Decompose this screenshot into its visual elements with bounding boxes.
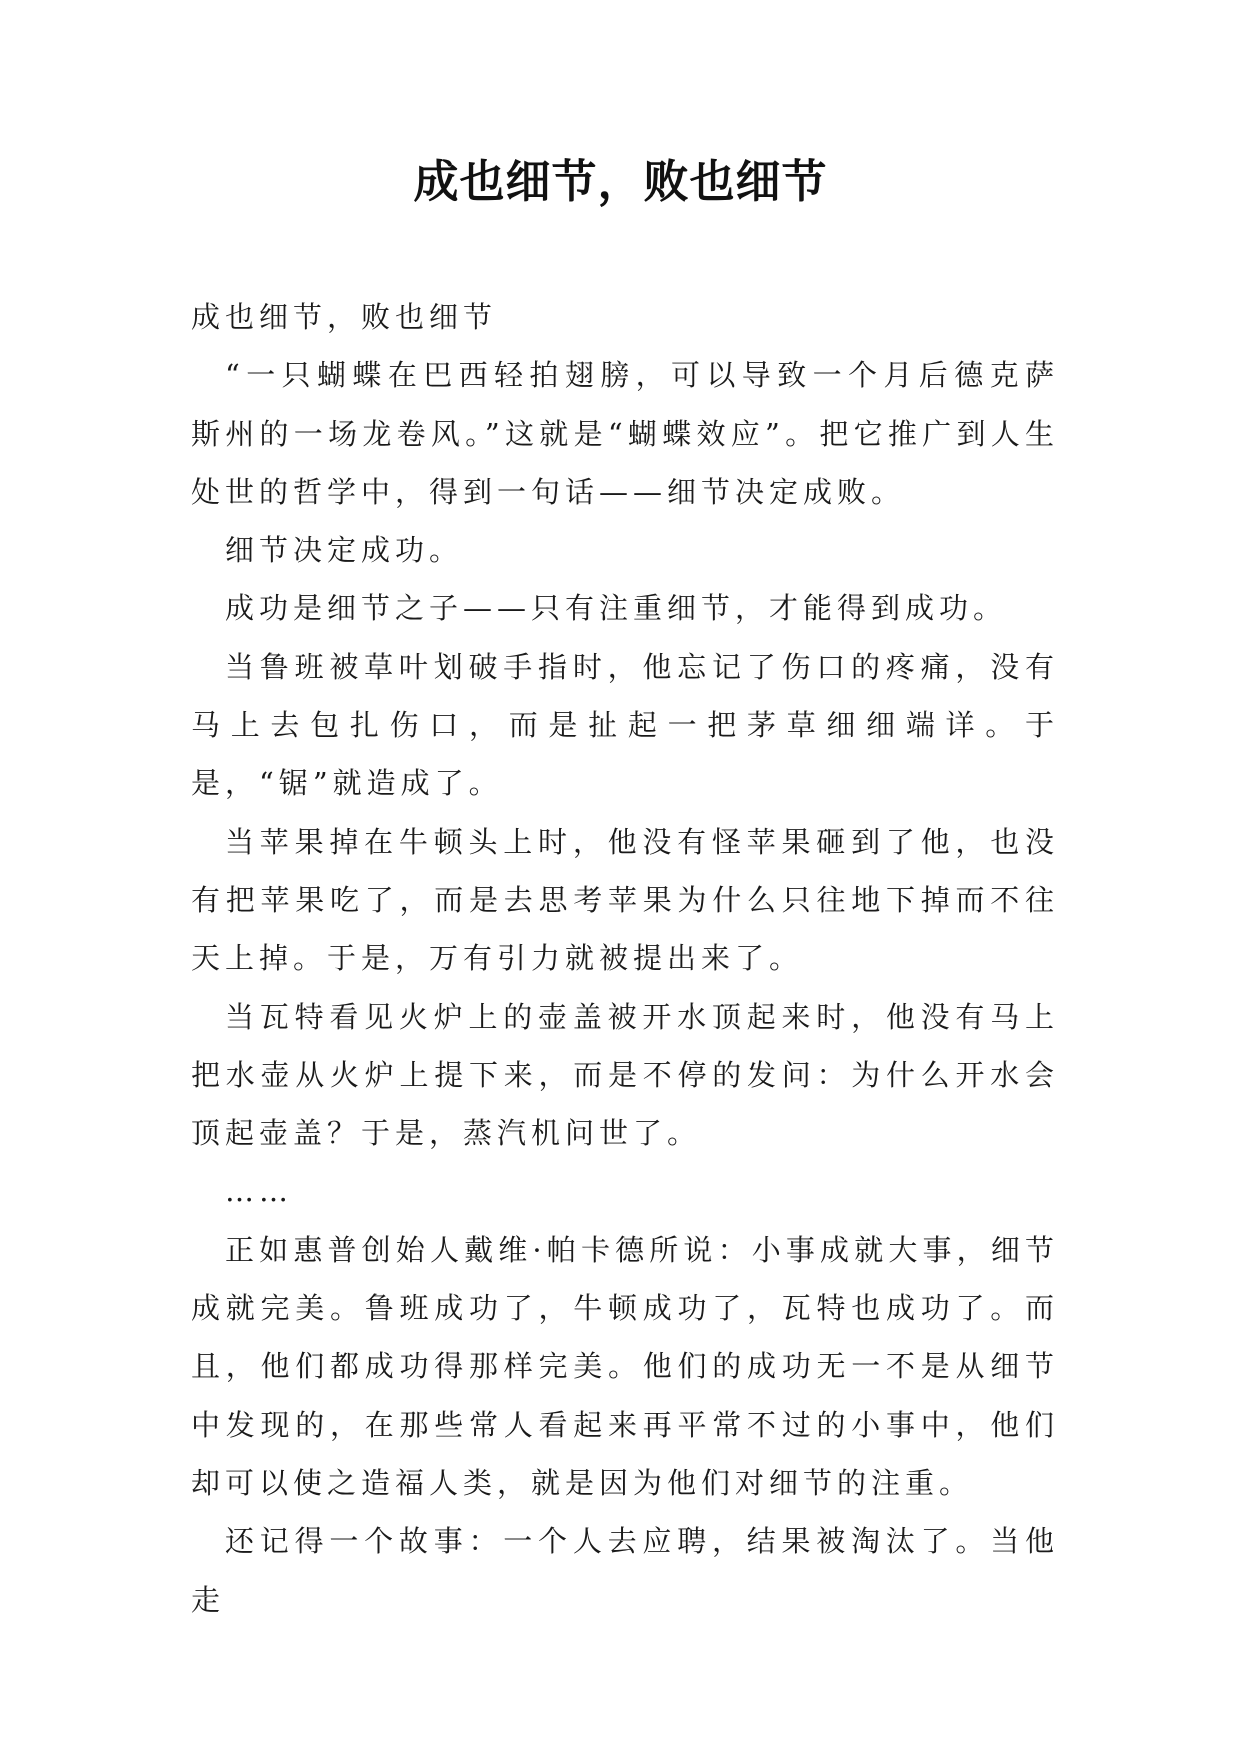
- paragraph: 正如惠普创始人戴维·帕卡德所说：小事成就大事，细节成就完美。鲁班成功了，牛顿成功了，瓦特也成功了。而且，他们都成功得那样完美。他们的成功无一不是从细节中发现的，在那些常人看起来再平常不过的小事中，他们却可以使之造福人类，就是因为他们对细节的注重。: [191, 1232, 1059, 1500]
- paragraph: 当瓦特看见火炉上的壶盖被开水顶起来时，他没有马上把水壶从火炉上提下来，而是不停的发问：为什么开水会顶起壶盖？于是，蒸汽机问世了。: [191, 999, 1059, 1151]
- paragraph: 成功是细节之子——只有注重细节，才能得到成功。: [225, 591, 1008, 626]
- document-body: [191, 288, 1059, 1629]
- document-title: 成也细节，败也细节: [413, 155, 828, 208]
- paragraph: 细节决定成功。: [225, 533, 464, 568]
- paragraph: 还记得一个故事：一个人去应聘，结果被淘汰了。当他走: [191, 1524, 1059, 1617]
- paragraph: 当苹果掉在牛顿头上时，他没有怪苹果砸到了他，也没有把苹果吃了，而是去思考苹果为什么只往地下掉而不往天上掉。于是，万有引力就被提出来了。: [191, 824, 1059, 976]
- paragraph: “一只蝴蝶在巴西轻拍翅膀，可以导致一个月后德克萨斯州的一场龙卷风。”这就是“蝴蝶效应”。把它推广到人生处世的哲学中，得到一句话——细节决定成败。: [191, 358, 1059, 509]
- paragraph: 当鲁班被草叶划破手指时，他忘记了伤口的疼痛，没有马上去包扎伤口，而是扯起一把茅草细细端详。于是，“锯”就造成了。: [191, 649, 1059, 801]
- paragraph-subtitle: 成也细节，败也细节: [191, 300, 498, 334]
- paragraph-ellipsis: ……: [225, 1174, 293, 1209]
